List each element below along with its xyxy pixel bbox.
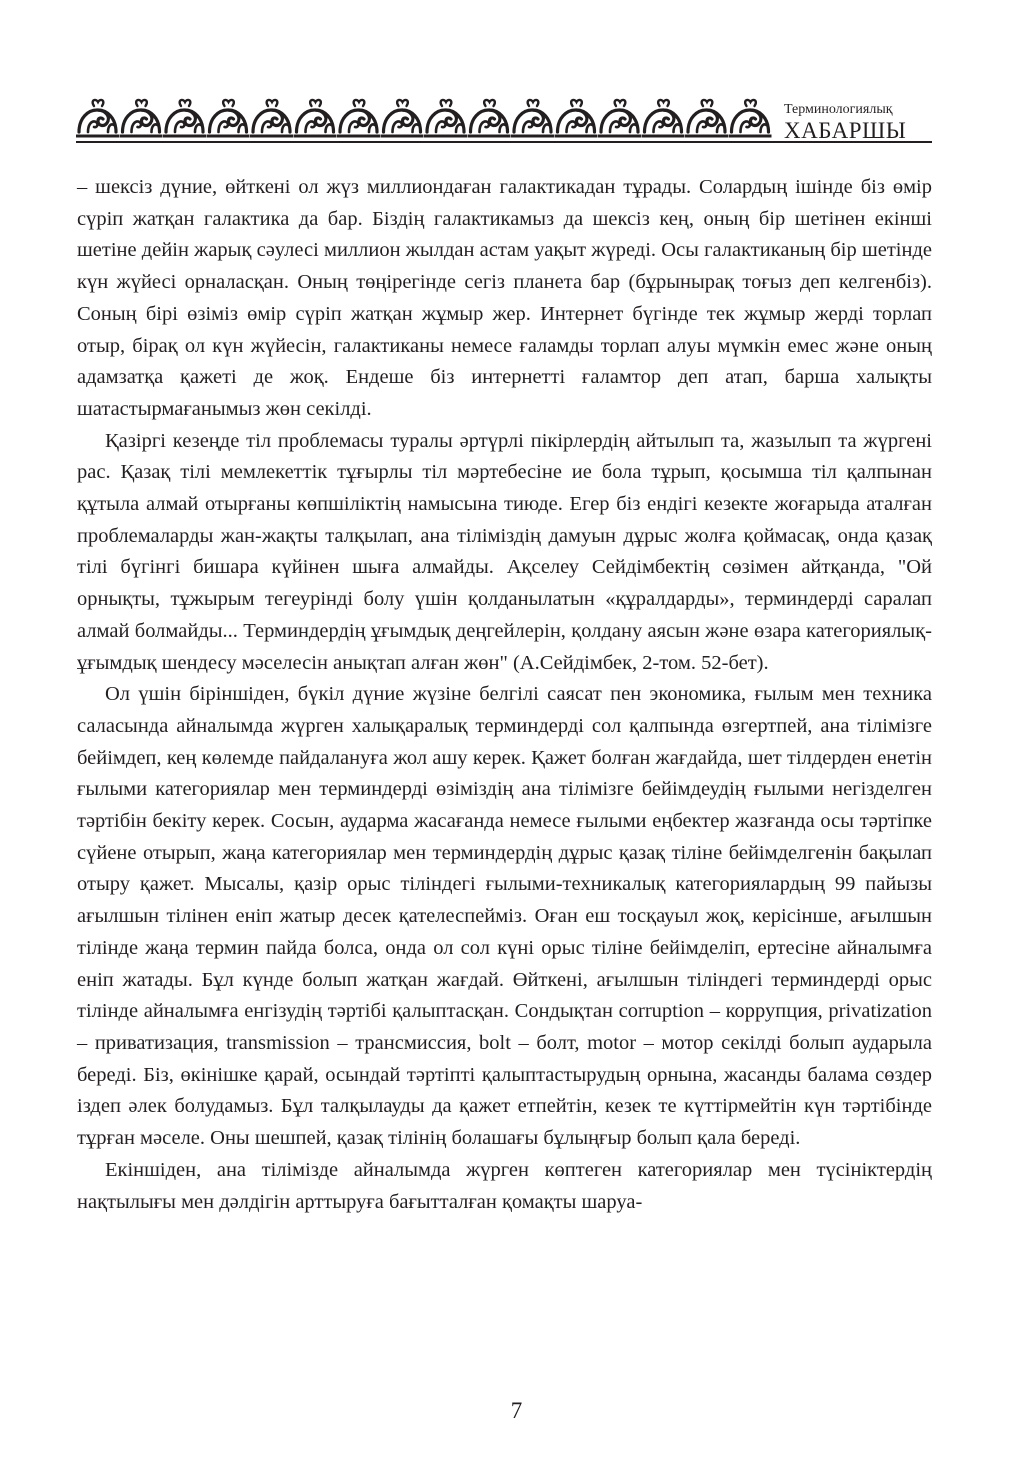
ornament-motif-icon (729, 100, 772, 136)
header-rule (76, 141, 932, 143)
ornament-motif-icon (381, 100, 424, 136)
journal-title-small: Терминологиялық (784, 102, 893, 117)
article-body (77, 172, 932, 1218)
page-number: 7 (510, 1398, 523, 1423)
ornament-motif-icon (511, 100, 554, 136)
ornament-motif-icon (120, 100, 163, 136)
ornament-motif-icon (424, 100, 467, 136)
ornament-border-icon (76, 96, 776, 140)
journal-title-big: ХАБАРШЫ (784, 118, 907, 143)
page-header (76, 96, 932, 148)
ornament-motif-icon (598, 100, 641, 136)
journal-title (780, 102, 932, 144)
ornament-motif-icon (642, 100, 685, 136)
ornament-motif-icon (468, 100, 511, 136)
ornament-motif-icon (207, 100, 250, 136)
paragraph-4: Екіншіден, ана тілімізде айналымда жүрген көптеген категориялар мен түсініктердің нақтылығы мен дәлдігін арттыруға бағытталған қомақты шаруа- (77, 1158, 932, 1213)
ornament-motif-icon (685, 100, 728, 136)
ornament-motif-icon (250, 100, 293, 136)
ornament-motif-icon (76, 100, 119, 136)
paragraph-1: – шексіз дүние, өйткені ол жүз миллиондаған галактикадан тұрады. Солардың ішінде біз өмір сүріп жатқан галактика да бар. Біздің галактикамыз да шексіз кең, оның бір шетінен екінші шетіне дейін жарық сәулесі миллион жылдан астам уақыт жүреді. Осы галактиканың бір шетінде күн жүйесі орналасқан. Оның төңірегінде сегіз планета бар (бұрынырақ тоғыз деп келгенбіз). Соның бірі өзіміз өмір сүріп жатқан жұмыр жер. Интернет бүгінде тек жұмыр жерді торлап отыр, бірақ ол күн жүйесін, галактиканы немесе ғаламды торлап алуы мүмкін емес және оның адамзатқа қажеті де жоқ. Ендеше біз интернетті ғаламтор деп атап, барша халықты шатастырмағанымыз жөн секілді. (77, 176, 932, 420)
paragraph-2: Қазіргі кезеңде тіл проблемасы туралы әртүрлі пікірлердің айтылып та, жазылып та жүргені рас. Қазақ тілі мемлекеттік тұғырлы тіл мәртебесіне ие бола тұрып, қосымша тіл қалпынан құтыла алмай отырғаны көпшіліктің намысына тиюде. Егер біз ендігі кезекте жоғарыда аталған проблемаларды жан-жақты талқылап, ана тіліміздің дамуын дұрыс жолға қоймасақ, онда қазақ тілі бүгінгі бишара күйінен шыға алмайды. Ақселеу Сейдімбектің сөзімен айтқанда, "Ой орнықты, тұжырым тегеурінді болу үшін қолданылатын «құралдарды», терминдерді саралап алмай болмайды... Терминдердің ұғымдық деңгейлерін, қолдану аясын және өзара категориялық-ұғымдық шендесу мәселесін анықтап алған жөн" (А.Сейдімбек, 2-том. 52-бет). (77, 429, 932, 674)
ornament-motif-icon (294, 100, 337, 136)
paragraph-3: Ол үшін біріншіден, бүкіл дүние жүзіне белгілі саясат пен экономика, ғылым мен техника саласында айналымда жүрген халықаралық терминдерді сол қалпында өзгертпей, ана тілімізге бейімдеп, кең көлемде пайдалануға жол ашу керек. Қажет болған жағдайда, шет тілдерден енетін ғылыми категориялар мен терминдерді өзіміздің ана тілімізге бейімдеудің ғылыми негізделген тәртібін бекіту керек. Сосын, аударма жасағанда немесе ғылыми еңбектер жазғанда осы тәртіпке сүйене отырып, жаңа категориялар мен терминдердің дұрыс қазақ тіліне бейімделгенін бақылап отыру қажет. Мысалы, қазір орыс тіліндегі ғылыми-техникалық категориялардың 99 пайызы ағылшын тілінен еніп жатыр десек қателеспейміз. Оған еш тосқауыл жоқ, керісінше, ағылшын тілінде жаңа термин пайда болса, онда ол сол күні орыс тіліне бейімделіп, ертесіне айналымға еніп жатады. Бұл күнде болып жатқан жағдай. Өйткені, ағылшын тіліндегі терминдерді орыс тілінде айналымға енгізудің тәртібі қалыптасқан. Сондықтан corruption – коррупция, privatization – приватизация, transmission – трансмиссия, bolt – болт, motor – мотор секілді болып аударыла береді. Біз, өкінішке қарай, осындай тәртіпті қалыптастырудың орнына, жасанды балама сөздер іздеп әлек болудамыз. Бұл талқылауды да қажет етпейтін, кезек те күттірмейтін күн тәртібінде тұрған мәселе. Оны шешпей, қазақ тілінің болашағы бұлыңғыр болып қала береді. (77, 683, 932, 1150)
ornament-motif-icon (163, 100, 206, 136)
ornament-motif-icon (337, 100, 380, 136)
ornament-motif-icon (555, 100, 598, 136)
